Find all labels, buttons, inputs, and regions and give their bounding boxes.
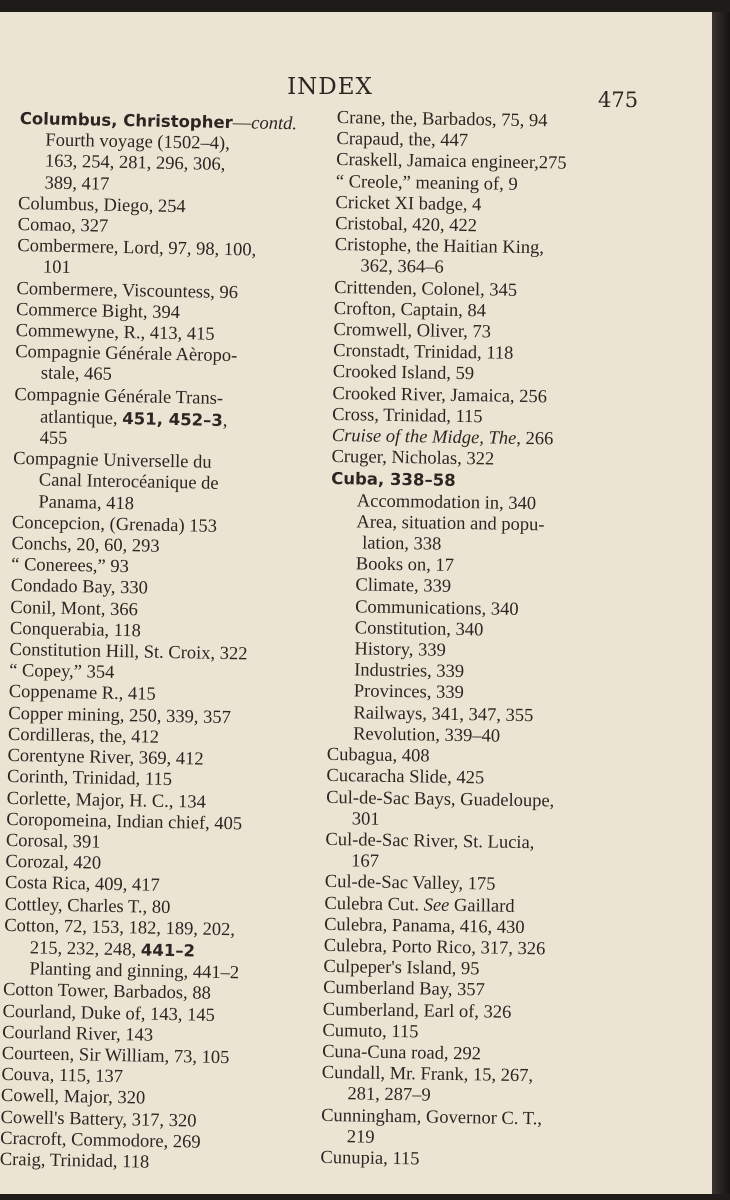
entry-text: Comao, 327 — [17, 214, 109, 237]
entry-text: Cowell, Major, 320 — [0, 1086, 146, 1109]
entry-text: Crapaud, the, 447 — [336, 129, 469, 152]
entry-text: Cotton, 72, 153, 182, 189, 202, — [4, 915, 236, 940]
entry-text: Columbus, Diego, 254 — [17, 193, 186, 218]
entry-text: Cross, Trinidad, 115 — [332, 404, 483, 428]
page-number: 475 — [598, 88, 639, 112]
entry-text: Area, situation and popu- — [356, 512, 545, 536]
entry-text: Cunupia, 115 — [320, 1147, 420, 1170]
entry-text: Cul-de-Sac Bays, Guadeloupe, — [326, 787, 555, 811]
entry-text: Cristophe, the Haitian King, — [334, 235, 545, 259]
entry-text: Courteen, Sir William, 73, 105 — [1, 1043, 230, 1069]
entry-text: Communications, 340 — [355, 597, 519, 620]
entry-text: Coppename R., 415 — [8, 682, 156, 706]
entry-text: Compagnie Générale Aèropo- — [15, 342, 238, 367]
book-spine — [712, 12, 730, 1194]
entry-text: Couva, 115, 137 — [1, 1064, 124, 1088]
index-column-right — [320, 108, 652, 1174]
entry-text: Cumberland, Earl of, 326 — [322, 999, 512, 1023]
entry-text: Cundall, Mr. Frank, 15, 267, — [321, 1063, 534, 1087]
entry-text: Crane, the, Barbados, 75, 94 — [336, 108, 548, 132]
entry-text: Crooked River, Jamaica, 256 — [332, 383, 548, 407]
entry-text: 163, 254, 281, 296, 306, — [44, 151, 226, 176]
entry-text: Conchs, 20, 60, 293 — [11, 533, 160, 557]
entry-text: , 266 — [516, 428, 554, 450]
entry-text: Conil, Mont, 366 — [10, 597, 139, 621]
entry-text: 389, 417 — [44, 173, 110, 195]
entry-text: Commewyne, R., 413, 415 — [15, 320, 215, 345]
entry-text: Crooked Island, 59 — [332, 362, 475, 385]
entry-text: 281, 287–9 — [347, 1084, 431, 1106]
entry-text: Railways, 341, 347, 355 — [353, 703, 534, 726]
entry-text: Cumberland Bay, 357 — [323, 978, 485, 1001]
entry-text: Cowell's Battery, 317, 320 — [0, 1107, 197, 1132]
entry-text: Books on, 17 — [355, 554, 455, 577]
entry-text: lation, 338 — [362, 533, 442, 555]
entry-text: Cronstadt, Trinidad, 118 — [333, 341, 514, 365]
entry-text: Cromwell, Oliver, 73 — [333, 320, 492, 343]
entry-text: Cristobal, 420, 422 — [335, 214, 478, 237]
entry-text: Courland River, 143 — [2, 1022, 154, 1046]
entry-text: 215, 232, 248, — [29, 938, 142, 961]
entry-text: Cotton Tower, Barbados, 88 — [2, 980, 212, 1005]
entry-text: Cracroft, Commodore, 269 — [0, 1128, 201, 1153]
entry-text: Conquerabia, 118 — [9, 618, 142, 642]
entry-text: Cruger, Nicholas, 322 — [331, 447, 495, 470]
entry-heading: Cuba, 338–58 — [331, 469, 456, 491]
entry-text: Combermere, Viscountess, 96 — [16, 278, 239, 303]
entry-text: Crofton, Captain, 84 — [333, 298, 487, 322]
entry-text: Craskell, Jamaica engineer,275 — [336, 150, 567, 175]
index-entry — [0, 1150, 310, 1177]
entry-text: Planting and ginning, 441–2 — [29, 959, 240, 984]
entry-text: Canal Interocéanique de — [38, 470, 219, 495]
entry-page-bold: 451, 452–3 — [122, 408, 224, 430]
entry-text: “ Conerees,” 93 — [11, 555, 130, 578]
entry-text: Corinth, Trinidad, 115 — [6, 767, 173, 791]
entry-heading: Columbus, Christopher — [19, 108, 233, 133]
entry-title-italic: Cruise of the Midge, The — [331, 426, 517, 449]
entry-text: Coropomeina, Indian chief, 405 — [6, 809, 243, 835]
entry-text: Combermere, Lord, 97, 98, 100, — [17, 236, 257, 261]
entry-text: Fourth voyage (1502–4), — [45, 130, 231, 155]
entry-text: atlantique, — [39, 407, 123, 429]
entry-text: Crittenden, Colonel, 345 — [334, 277, 518, 301]
entry-text: 219 — [346, 1127, 375, 1148]
entry-text: Cul-de-Sac River, St. Lucia, — [325, 829, 535, 854]
entry-text-tail: Gaillard — [449, 895, 515, 917]
entry-text: Cumuto, 115 — [322, 1020, 419, 1043]
entry-text: 362, 364–6 — [360, 256, 444, 279]
entry-see-italic: See — [423, 894, 450, 916]
entry-text: Cuna-Cuna road, 292 — [322, 1041, 482, 1065]
entry-text: Copper mining, 250, 339, 357 — [8, 703, 232, 728]
entry-text: Corozal, 420 — [5, 851, 102, 874]
page-header: INDEX — [287, 74, 373, 100]
entry-text: stale, 465 — [40, 363, 112, 386]
entry-text: “ Creole,” meaning of, 9 — [335, 171, 518, 195]
entry-text: Cubagua, 408 — [326, 745, 430, 767]
entry-text: Constitution Hill, St. Croix, 322 — [9, 639, 248, 665]
index-entry — [320, 1148, 635, 1174]
entry-text: Cricket XI badge, 4 — [335, 192, 482, 216]
entry-text: “ Copey,” 354 — [8, 661, 115, 684]
entry-text: Constitution, 340 — [354, 618, 484, 641]
entry-text: 167 — [351, 851, 380, 872]
entry-text: Culebra Cut. — [324, 893, 424, 915]
entry-text: Craig, Trinidad, 118 — [0, 1149, 150, 1173]
entry-text: Corlette, Major, H. C., 134 — [6, 788, 207, 813]
entry-text: Corosal, 391 — [5, 830, 101, 853]
entry-text: Cul-de-Sac Valley, 175 — [324, 872, 496, 895]
entry-text: 455 — [39, 428, 68, 450]
entry-text: Industries, 339 — [354, 660, 465, 683]
entry-text: — — [232, 113, 252, 134]
book-page — [0, 12, 712, 1194]
entry-text: Cottley, Charles T., 80 — [4, 894, 171, 918]
entry-text: Revolution, 339–40 — [353, 724, 501, 747]
entry-text-tail: , — [222, 410, 228, 431]
entry-text: History, 339 — [354, 639, 446, 661]
entry-note-italic: contd. — [251, 113, 298, 135]
entry-text: Provinces, 339 — [353, 681, 464, 704]
entry-text: Culebra, Panama, 416, 430 — [324, 914, 525, 938]
entry-page-bold: 441–2 — [140, 940, 196, 961]
entry-text: Compagnie Universelle du — [13, 449, 212, 473]
entry-text: Condado Bay, 330 — [10, 576, 149, 600]
entry-text: Panama, 418 — [38, 492, 135, 514]
entry-text: Cordilleras, the, 412 — [7, 724, 160, 748]
entry-text: Climate, 339 — [355, 575, 452, 598]
entry-text: 301 — [351, 809, 380, 830]
entry-text: Accommodation in, 340 — [356, 491, 537, 514]
entry-text: Concepcion, (Grenada) 153 — [11, 512, 218, 537]
index-column-left — [0, 108, 330, 1177]
entry-text: Culpeper's Island, 95 — [323, 957, 480, 980]
entry-text: Compagnie Générale Trans- — [14, 384, 224, 409]
entry-text: Cucaracha Slide, 425 — [326, 766, 485, 789]
entry-text: Courland, Duke of, 143, 145 — [2, 1001, 216, 1026]
entry-text: Culebra, Porto Rico, 317, 326 — [323, 935, 546, 960]
entry-text: 101 — [42, 257, 71, 279]
entry-text: Costa Rica, 409, 417 — [4, 873, 160, 897]
entry-text: Corentyne River, 369, 412 — [7, 745, 204, 770]
entry-text: Commerce Bight, 394 — [15, 299, 181, 323]
entry-text: Cunningham, Governor C. T., — [321, 1105, 543, 1129]
